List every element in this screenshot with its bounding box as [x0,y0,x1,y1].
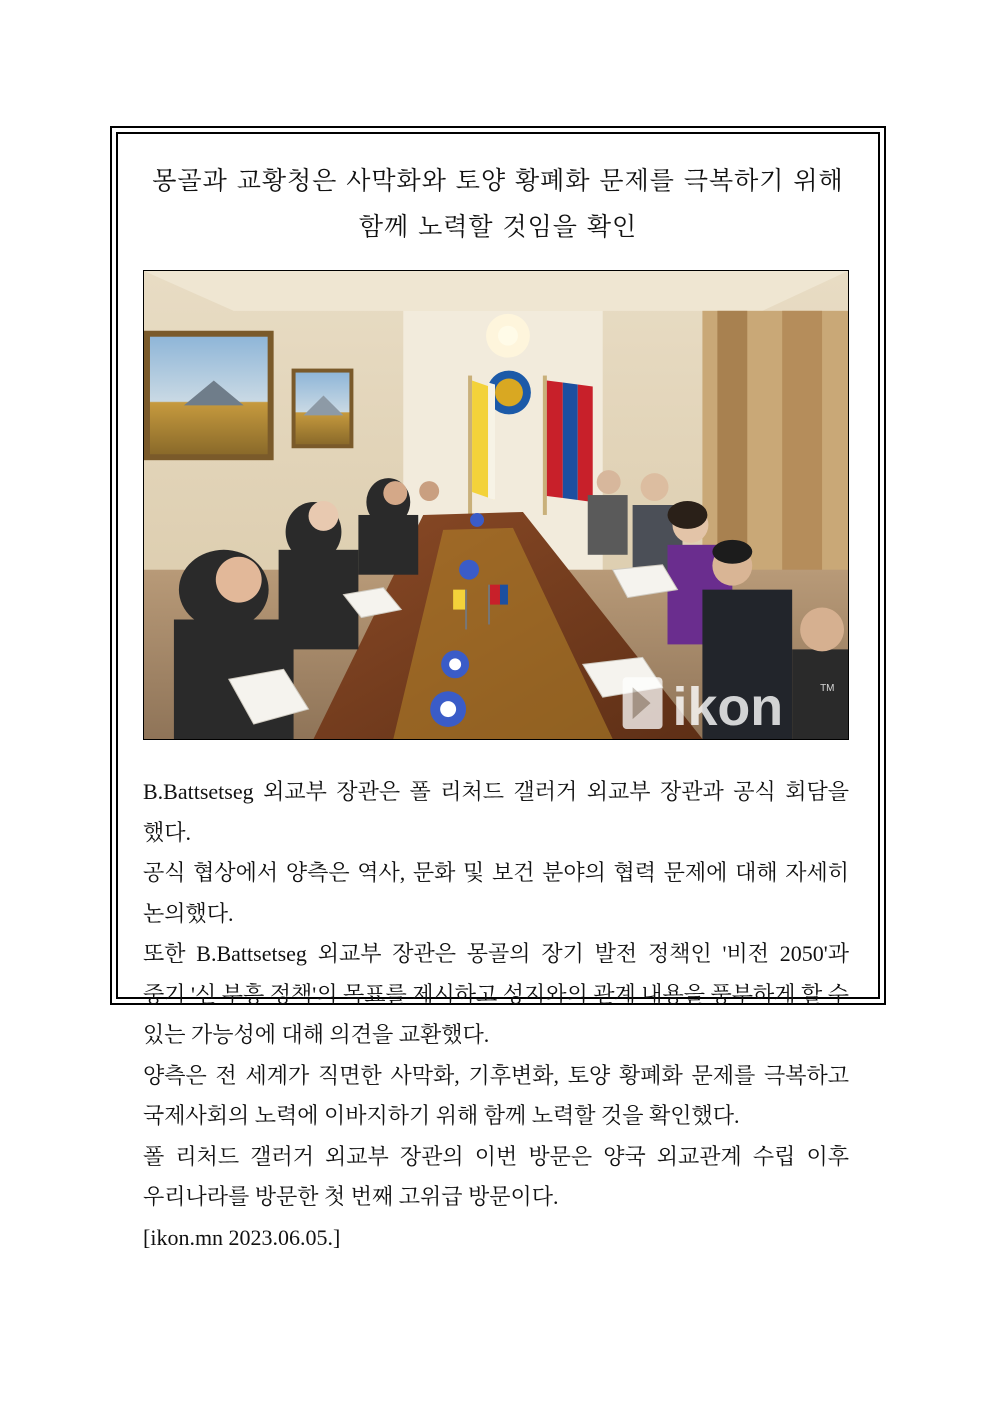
photo-watermark-tm: TM [820,683,835,695]
meeting-photo-illustration [144,271,848,739]
photo-watermark: ikon [672,677,784,738]
article-title [110,158,886,250]
paragraph-5: 폴 리처드 갤러거 외교부 장관의 이번 방문은 양국 외교관계 수립 이후 우리나라를 방문한 첫 번째 고위급 방문이다. [143,1143,849,1209]
source-citation: [ikon.mn 2023.06.05.] [143,1224,341,1250]
paragraph-1: B.Battsetseg 외교부 장관은 폴 리처드 갤러거 외교부 장관과 공식 회담을 했다. [143,779,849,845]
meeting-photo [143,270,849,740]
title-line-1: 몽골과 교황청은 사막화와 토양 황폐화 문제를 극복하기 위해 [152,166,844,195]
paragraph-2: 공식 협상에서 양측은 역사, 문화 및 보건 분야의 협력 문제에 대해 자세히 논의했다. [143,860,849,926]
title-line-2: 함께 노력할 것임을 확인 [358,212,638,241]
paragraph-3: 또한 B.Battsetseg 외교부 장관은 몽골의 장기 발전 정책인 '비전 2050'과 중기 '신 부흥 정책'의 목표를 제시하고 성지와의 관계 내용을 풍부하게 할 수 있는 가능성에 대해 의견을 교환했다. [143,941,849,1047]
article-body [143,772,849,1258]
paragraph-4: 양측은 전 세계가 직면한 사막화, 기후변화, 토양 황폐화 문제를 극복하고 국제사회의 노력에 이바지하기 위해 함께 노력할 것을 확인했다. [143,1062,849,1128]
